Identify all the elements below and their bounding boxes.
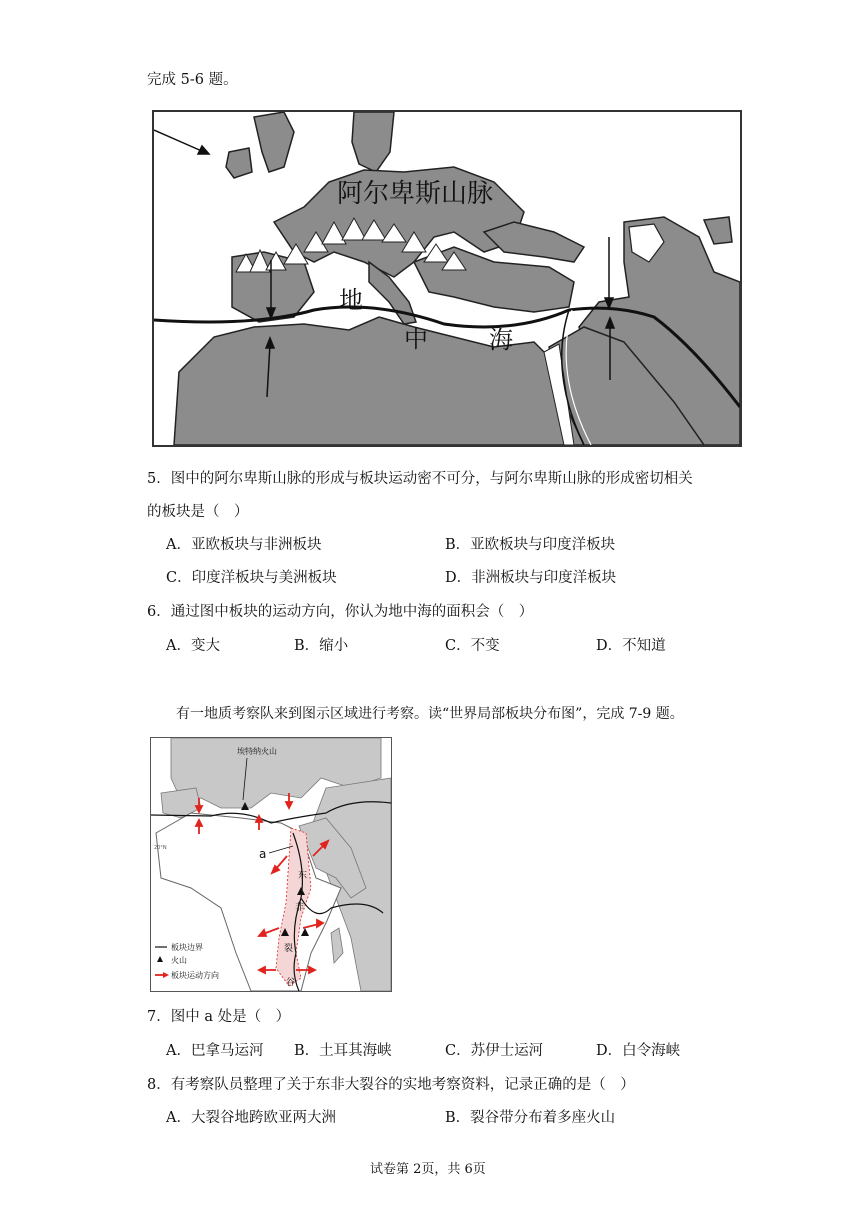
q7-stem: 7．图中 a 处是（ ） — [147, 1009, 291, 1025]
page-footer: 试卷第 2页，共 6页 — [370, 1162, 486, 1177]
q5-stem-line2: 的板块是（ ） — [147, 504, 249, 520]
q8-option-a[interactable]: A．大裂谷地跨欧亚两大洲 — [166, 1110, 336, 1126]
q7-option-d[interactable]: D．白令海峡 — [596, 1043, 681, 1059]
map1-svg — [154, 112, 740, 445]
q5-option-a[interactable]: A．亚欧板块与非洲板块 — [166, 537, 322, 553]
label-di: 地 — [339, 286, 363, 314]
label-zhong: 中 — [404, 325, 428, 353]
rift-char-3: 裂 — [284, 944, 294, 954]
q6-option-d[interactable]: D．不知道 — [596, 638, 666, 654]
label-alps: 阿尔卑斯山脉 — [337, 179, 494, 209]
volcano-name-label: 埃特纳火山 — [237, 747, 277, 756]
intro-text-1: 完成 5-6 题。 — [147, 72, 238, 88]
legend-motion: 板块运动方向 — [171, 971, 219, 980]
lat-label: 20°N — [154, 845, 167, 851]
q5-option-d[interactable]: D．非洲板块与印度洋板块 — [445, 570, 617, 586]
q7-option-b[interactable]: B．土耳其海峡 — [294, 1043, 392, 1059]
africa-plate-map — [150, 737, 392, 992]
q8-option-b[interactable]: B．裂谷带分布着多座火山 — [445, 1110, 616, 1126]
rift-char-4: 谷 — [286, 978, 296, 988]
q7-option-c[interactable]: C．苏伊士运河 — [445, 1043, 544, 1059]
alps-mediterranean-map — [152, 110, 742, 447]
q5-option-b[interactable]: B．亚欧板块与印度洋板块 — [445, 537, 616, 553]
label-a: a — [259, 847, 267, 861]
q6-option-a[interactable]: A．变大 — [166, 638, 220, 654]
q6-option-c[interactable]: C．不变 — [445, 638, 500, 654]
rift-char-1: 东 — [298, 871, 308, 881]
rift-char-2: 非 — [295, 903, 305, 913]
map2-svg — [151, 738, 391, 991]
q8-stem: 8．有考察队员整理了关于东非大裂谷的实地考察资料，记录正确的是（ ） — [147, 1077, 635, 1093]
label-hai: 海 — [489, 326, 513, 354]
q7-option-a[interactable]: A．巴拿马运河 — [166, 1043, 264, 1059]
q6-stem: 6．通过图中板块的运动方向，你认为地中海的面积会（ ） — [147, 604, 534, 620]
legend-volcano: 火山 — [171, 956, 187, 965]
q5-option-c[interactable]: C．印度洋板块与美洲板块 — [166, 570, 337, 586]
intro-text-2: 有一地质考察队来到图示区域进行考察。读“世界局部板块分布图”，完成 7-9 题。 — [176, 706, 684, 722]
q5-stem-line1: 5．图中的阿尔卑斯山脉的形成与板块运动密不可分，与阿尔卑斯山脉的形成密切相关 — [147, 471, 693, 487]
legend-boundary: 板块边界 — [171, 943, 203, 952]
q6-option-b[interactable]: B．缩小 — [294, 638, 349, 654]
